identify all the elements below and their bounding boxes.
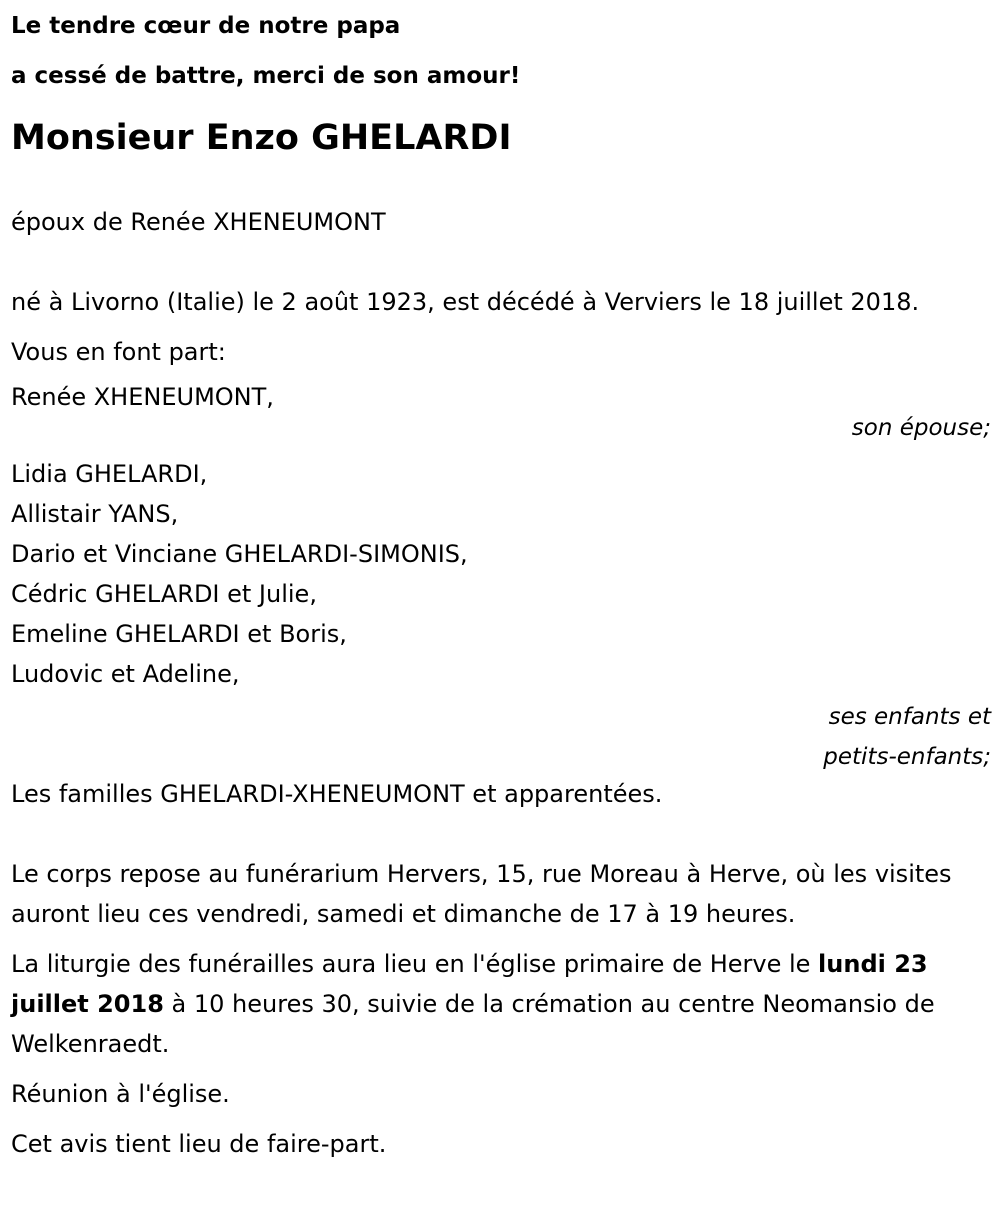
children-role-line-1: ses enfants et: [828, 704, 991, 730]
deceased-name: Monsieur Enzo GHELARDI: [11, 118, 512, 158]
children-list: [11, 454, 991, 694]
obituary-notice: [11, 0, 991, 1164]
funeral-date: lundi 23 juillet 2018: [11, 950, 928, 1018]
spouse-block: [11, 382, 991, 444]
liturgy-before: La liturgie des funérailles aura lieu en l'église primaire de Herve le: [11, 950, 819, 978]
liturgy-after: à 10 heures 30, suivie de la crémation au centre Neomansio de Welkenraedt.: [11, 990, 935, 1058]
children-role-line-2: petits-enfants;: [823, 744, 991, 770]
closing-text: Cet avis tient lieu de faire-part.: [11, 1130, 387, 1158]
meeting-text: Réunion à l'église.: [11, 1080, 230, 1108]
spouse-line: époux de Renée XHENEUMONT: [11, 208, 386, 236]
child-name: Emeline GHELARDI et Boris,: [11, 620, 347, 648]
spouse-role: son épouse;: [851, 415, 991, 441]
child-name: Allistair YANS,: [11, 500, 179, 528]
intro-line-2: a cessé de battre, merci de son amour!: [11, 63, 521, 89]
visits-text: Le corps repose au funérarium Hervers, 15, rue Moreau à Herve, où les visites auront lieu ces vendredi, samedi et dimanche de 17 à 19 heures.: [11, 860, 952, 928]
announce-text: Vous en font part:: [11, 338, 226, 366]
spouse-name: Renée XHENEUMONT,: [11, 383, 274, 411]
intro-line-1: Le tendre cœur de notre papa: [11, 13, 401, 39]
child-name: Dario et Vinciane GHELARDI-SIMONIS,: [11, 540, 468, 568]
families-text: Les familles GHELARDI-XHENEUMONT et apparentées.: [11, 780, 663, 808]
child-name: Lidia GHELARDI,: [11, 460, 208, 488]
children-block: [11, 454, 991, 777]
child-name: Cédric GHELARDI et Julie,: [11, 580, 317, 608]
child-name: Ludovic et Adeline,: [11, 660, 240, 688]
birth-death-text: né à Livorno (Italie) le 2 août 1923, est décédé à Verviers le 18 juillet 2018.: [11, 288, 920, 316]
liturgy-text: [11, 944, 991, 1064]
